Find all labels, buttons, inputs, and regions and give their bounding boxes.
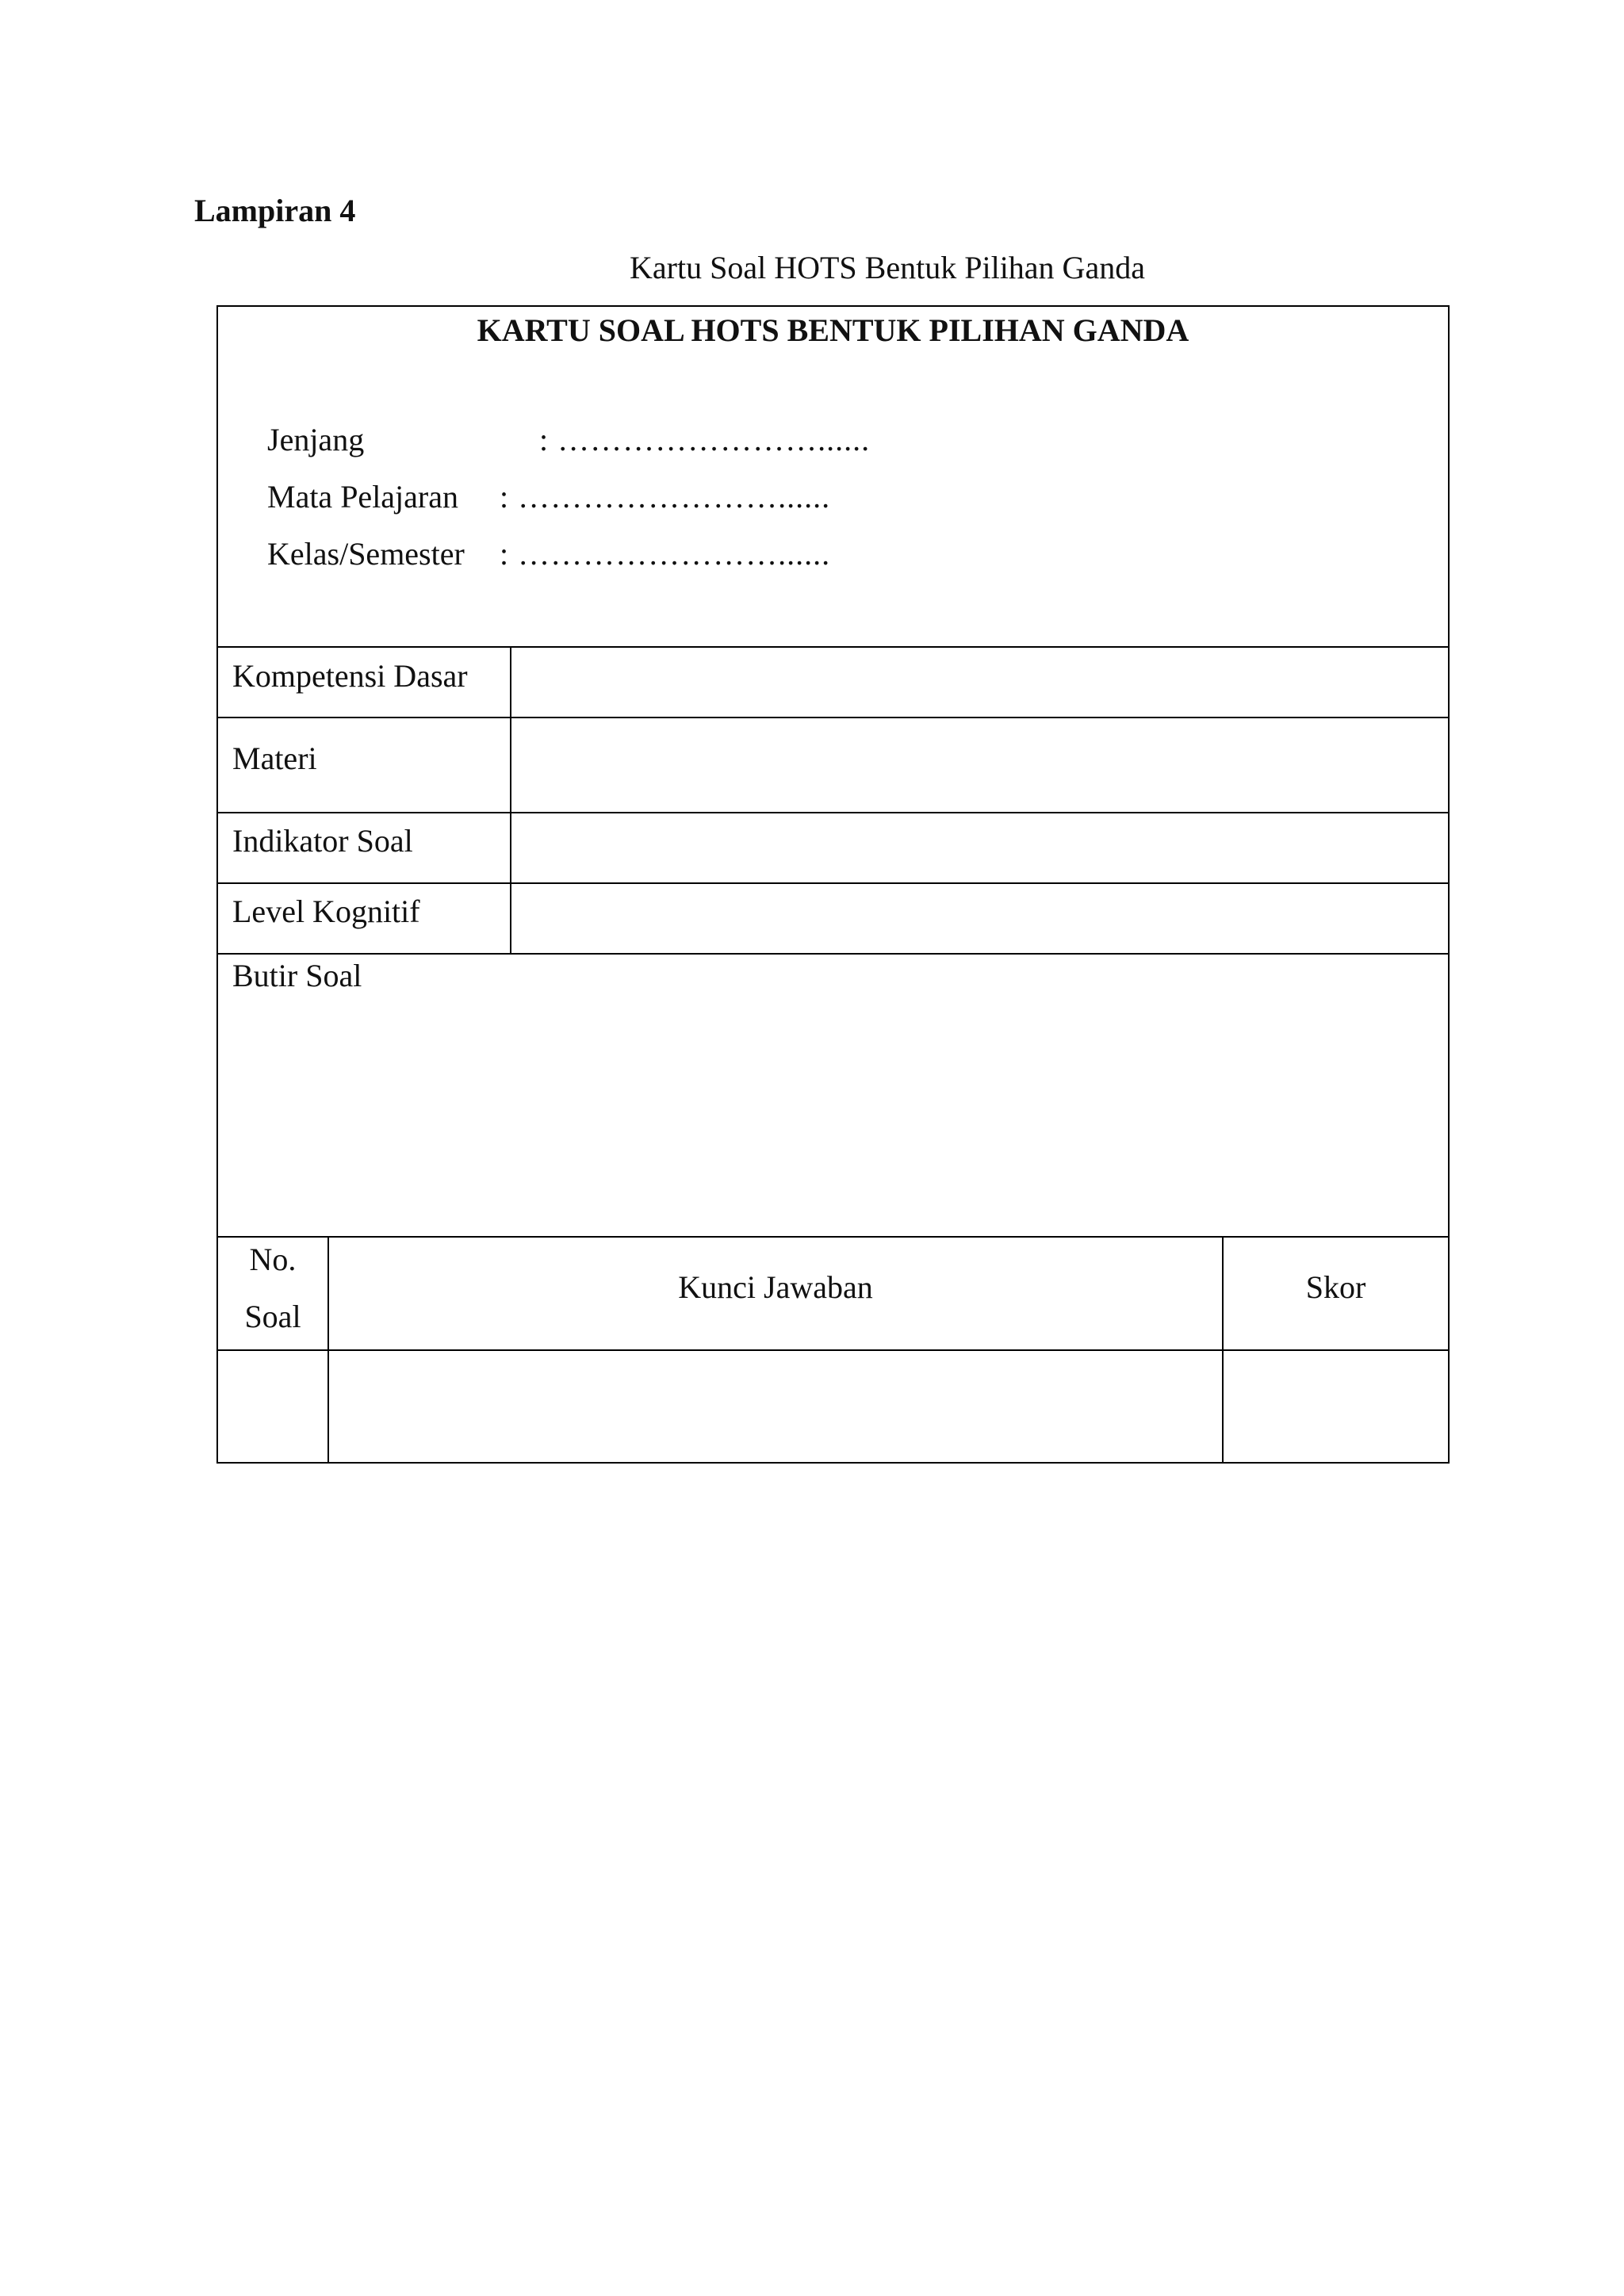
- appendix-heading: Lampiran 4: [194, 193, 356, 228]
- row-divider: [218, 953, 1448, 955]
- row-label-kompetensi-dasar: Kompetensi Dasar: [232, 658, 468, 694]
- card-title: KARTU SOAL HOTS BENTUK PILIHAN GANDA: [477, 312, 1189, 348]
- question-card: [216, 305, 1450, 1464]
- column-divider: [510, 646, 511, 955]
- header-kunci-jawaban: Kunci Jawaban: [678, 1269, 873, 1305]
- field-label-jenjang: Jenjang: [267, 422, 365, 457]
- header-no-line1: No.: [249, 1242, 297, 1277]
- butir-soal-label: Butir Soal: [232, 958, 362, 993]
- row-label-indikator-soal: Indikator Soal: [232, 823, 413, 859]
- row-divider: [218, 646, 1448, 648]
- header-skor: Skor: [1305, 1269, 1366, 1305]
- field-label-mata-pelajaran: Mata Pelajaran: [267, 479, 458, 515]
- row-divider: [218, 1236, 1448, 1238]
- field-value-jenjang: : ……………………......: [539, 422, 871, 457]
- row-label-level-kognitif: Level Kognitif: [232, 894, 420, 929]
- field-value-mata-pelajaran: : ……………………......: [500, 479, 831, 515]
- field-value-kelas-semester: : ……………………......: [500, 536, 831, 572]
- row-divider: [218, 717, 1448, 718]
- row-divider: [218, 1349, 1448, 1351]
- row-divider: [218, 882, 1448, 884]
- row-divider: [218, 812, 1448, 813]
- document-subtitle: Kartu Soal HOTS Bentuk Pilihan Ganda: [630, 250, 1145, 285]
- field-label-kelas-semester: Kelas/Semester: [267, 536, 465, 572]
- row-label-materi: Materi: [232, 740, 317, 776]
- header-no-line2: Soal: [244, 1299, 301, 1334]
